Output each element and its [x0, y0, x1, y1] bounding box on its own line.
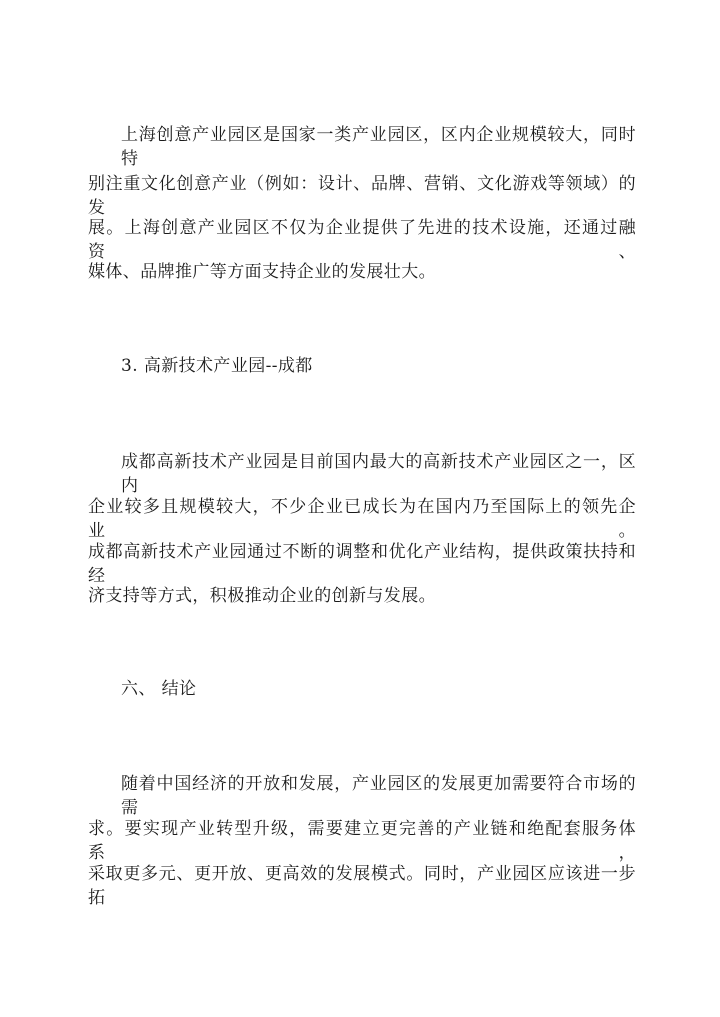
- paragraph-line: 采取更多元、更开放、更高效的发展模式。同时，产业园区应该进一步拓: [88, 864, 636, 908]
- paragraph-line: 成都高新技术产业园通过不断的调整和优化产业结构，提供政策扶持和经: [88, 542, 636, 586]
- paragraph-line: 成都高新技术产业园是目前国内最大的高新技术产业园区之一，区内: [121, 452, 636, 496]
- paragraph-line: 媒体、品牌推广等方面支持企业的发展壮大。: [88, 262, 436, 282]
- paragraph-line: 上海创意产业园区是国家一类产业园区，区内企业规模较大，同时特: [121, 125, 636, 169]
- paragraph-line: 企业较多且规模较大，不少企业已成长为在国内乃至国际上的领先企业。: [88, 497, 636, 541]
- paragraph-line: 随着中国经济的开放和发展，产业园区的发展更加需要符合市场的需: [121, 774, 636, 818]
- paragraph-line: 展。上海创意产业园区不仅为企业提供了先进的技术设施，还通过融资、: [88, 218, 636, 262]
- section-heading-chengdu: 3. 高新技术产业园--成都: [121, 356, 313, 376]
- paragraph-line: 济支持等方式，积极推动企业的创新与发展。: [88, 586, 436, 606]
- paragraph-line: 别注重文化创意产业（例如：设计、品牌、营销、文化游戏等领域）的发: [88, 174, 636, 218]
- paragraph-line: 求。要实现产业转型升级，需要建立更完善的产业链和绝配套服务体系，: [88, 819, 636, 863]
- section-heading-conclusion: 六、 结论: [121, 679, 197, 699]
